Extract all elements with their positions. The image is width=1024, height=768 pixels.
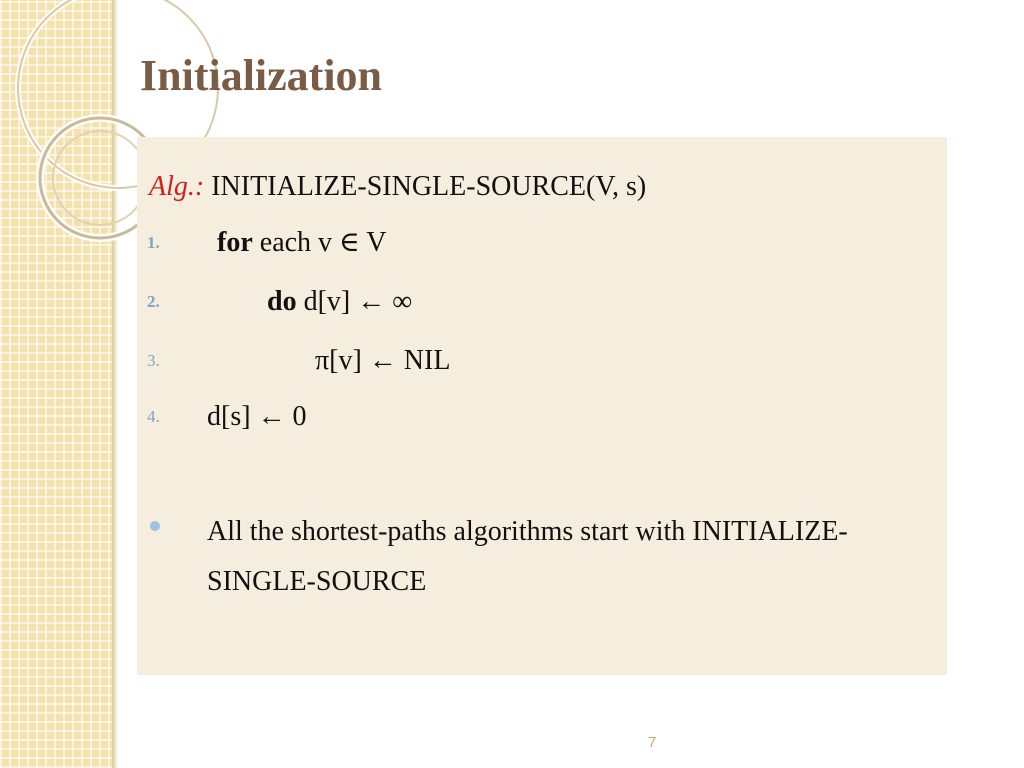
line-code: d[v] ← ∞ [296, 286, 413, 317]
line-number: 4. [147, 407, 160, 426]
bullet-text: All the shortest-paths algorithms start with INITIALIZE-SINGLE-SOURCE [207, 516, 848, 597]
bullet-icon [150, 521, 160, 531]
slide-title: Initialization [140, 51, 383, 100]
algorithm-label: Alg.: [149, 171, 205, 202]
algorithm-signature: INITIALIZE-SINGLE-SOURCE(V, s) [211, 171, 647, 202]
line-number: 2. [147, 292, 160, 311]
line-code: each v ∈ V [252, 227, 387, 258]
line-number: 3. [147, 351, 160, 370]
line-code: π[v] ← NIL [315, 345, 451, 376]
algorithm-line-2 [137, 282, 937, 322]
line-number: 1. [147, 233, 160, 252]
algorithm-line-4 [137, 397, 937, 437]
bullet-item [137, 507, 937, 617]
page-number: 7 [648, 734, 657, 751]
keyword-do: do [267, 286, 297, 317]
algorithm-line-1 [137, 223, 937, 263]
line-code: d[s] ← 0 [207, 401, 307, 432]
keyword-for: for [217, 227, 253, 258]
algorithm-header [149, 167, 646, 207]
content-box [137, 137, 947, 675]
decorative-circles [0, 0, 130, 260]
algorithm-line-3 [137, 341, 937, 381]
